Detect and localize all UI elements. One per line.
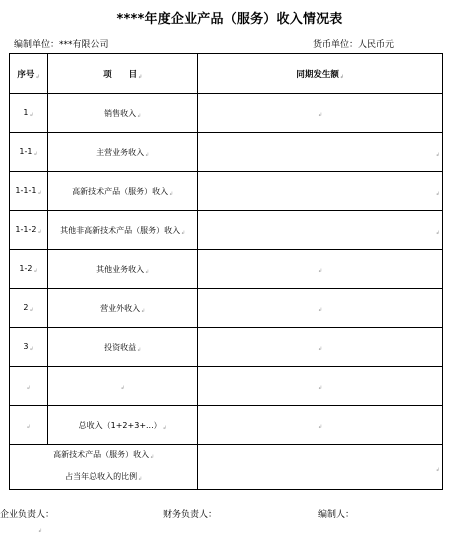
cell-item: 投资收益↲ — [48, 328, 198, 367]
enterprise-head-label: 企业负责人： — [0, 510, 55, 520]
cell-seq: 1-1-2↲ — [10, 211, 48, 250]
cell-seq: 1↲ — [10, 94, 48, 133]
cell-amount[interactable]: ↲ — [198, 289, 443, 328]
cell-seq: 1-1↲ — [10, 133, 48, 172]
cell-seq: 3↲ — [10, 328, 48, 367]
cell-seq: 1-1-1↲ — [10, 172, 48, 211]
cell-amount[interactable]: ↲ — [198, 94, 443, 133]
cell-amount[interactable]: ↲ — [198, 406, 443, 445]
cell-item: 销售收入↲ — [48, 94, 198, 133]
finance-head-label: 财务负责人： — [163, 510, 218, 520]
table-row — [10, 250, 443, 289]
report-title: ****年度企业产品（服务）收入情况表 — [116, 12, 343, 27]
cell-item: 其他业务收入↲ — [48, 250, 198, 289]
compiling-unit-label: 编制单位：***有限公司 — [14, 40, 109, 50]
income-table — [9, 53, 443, 490]
cell-item: 其他非高新技术产品（服务）收入↲ — [48, 211, 198, 250]
table-row — [10, 94, 443, 133]
cell-seq: 1-2↲ — [10, 250, 48, 289]
header-seq: 序号↲ — [10, 54, 48, 94]
table-row — [10, 328, 443, 367]
cell-amount[interactable]: ↲ — [198, 328, 443, 367]
cell-amount[interactable]: ↲ — [198, 133, 443, 172]
cell-item: 营业外收入↲ — [48, 289, 198, 328]
table-row — [10, 367, 443, 406]
table-row — [10, 172, 443, 211]
cell-item: 高新技术产品（服务）收入↲ — [48, 172, 198, 211]
cell-ratio-amount[interactable]: ↲ — [198, 445, 443, 490]
header-amount: 同期发生额↲ — [198, 54, 443, 94]
preparer-label: 编制人： — [318, 510, 355, 520]
header-item: 项 目↲ — [48, 54, 198, 94]
paragraph-mark: ↲ — [38, 528, 43, 534]
cell-ratio-label: 高新技术产品（服务）收入↲ 占当年总收入的比例↲ — [10, 445, 198, 490]
cell-seq: ↲ — [10, 367, 48, 406]
table-row — [10, 133, 443, 172]
cell-seq: 2↲ — [10, 289, 48, 328]
cell-amount[interactable]: ↲ — [198, 250, 443, 289]
cell-item: 主营业务收入↲ — [48, 133, 198, 172]
cell-amount[interactable]: ↲ — [198, 172, 443, 211]
table-row — [10, 406, 443, 445]
cell-amount[interactable]: ↲ — [198, 211, 443, 250]
cell-amount[interactable]: ↲ — [198, 367, 443, 406]
cell-seq: ↲ — [10, 406, 48, 445]
cell-item: 总收入（1+2+3+...）↲ — [48, 406, 198, 445]
currency-unit-label: 货币单位：人民币元 — [313, 40, 395, 50]
table-header-row — [10, 54, 443, 94]
table-row — [10, 289, 443, 328]
table-row-ratio — [10, 445, 443, 490]
cell-item: ↲ — [48, 367, 198, 406]
table-row — [10, 211, 443, 250]
